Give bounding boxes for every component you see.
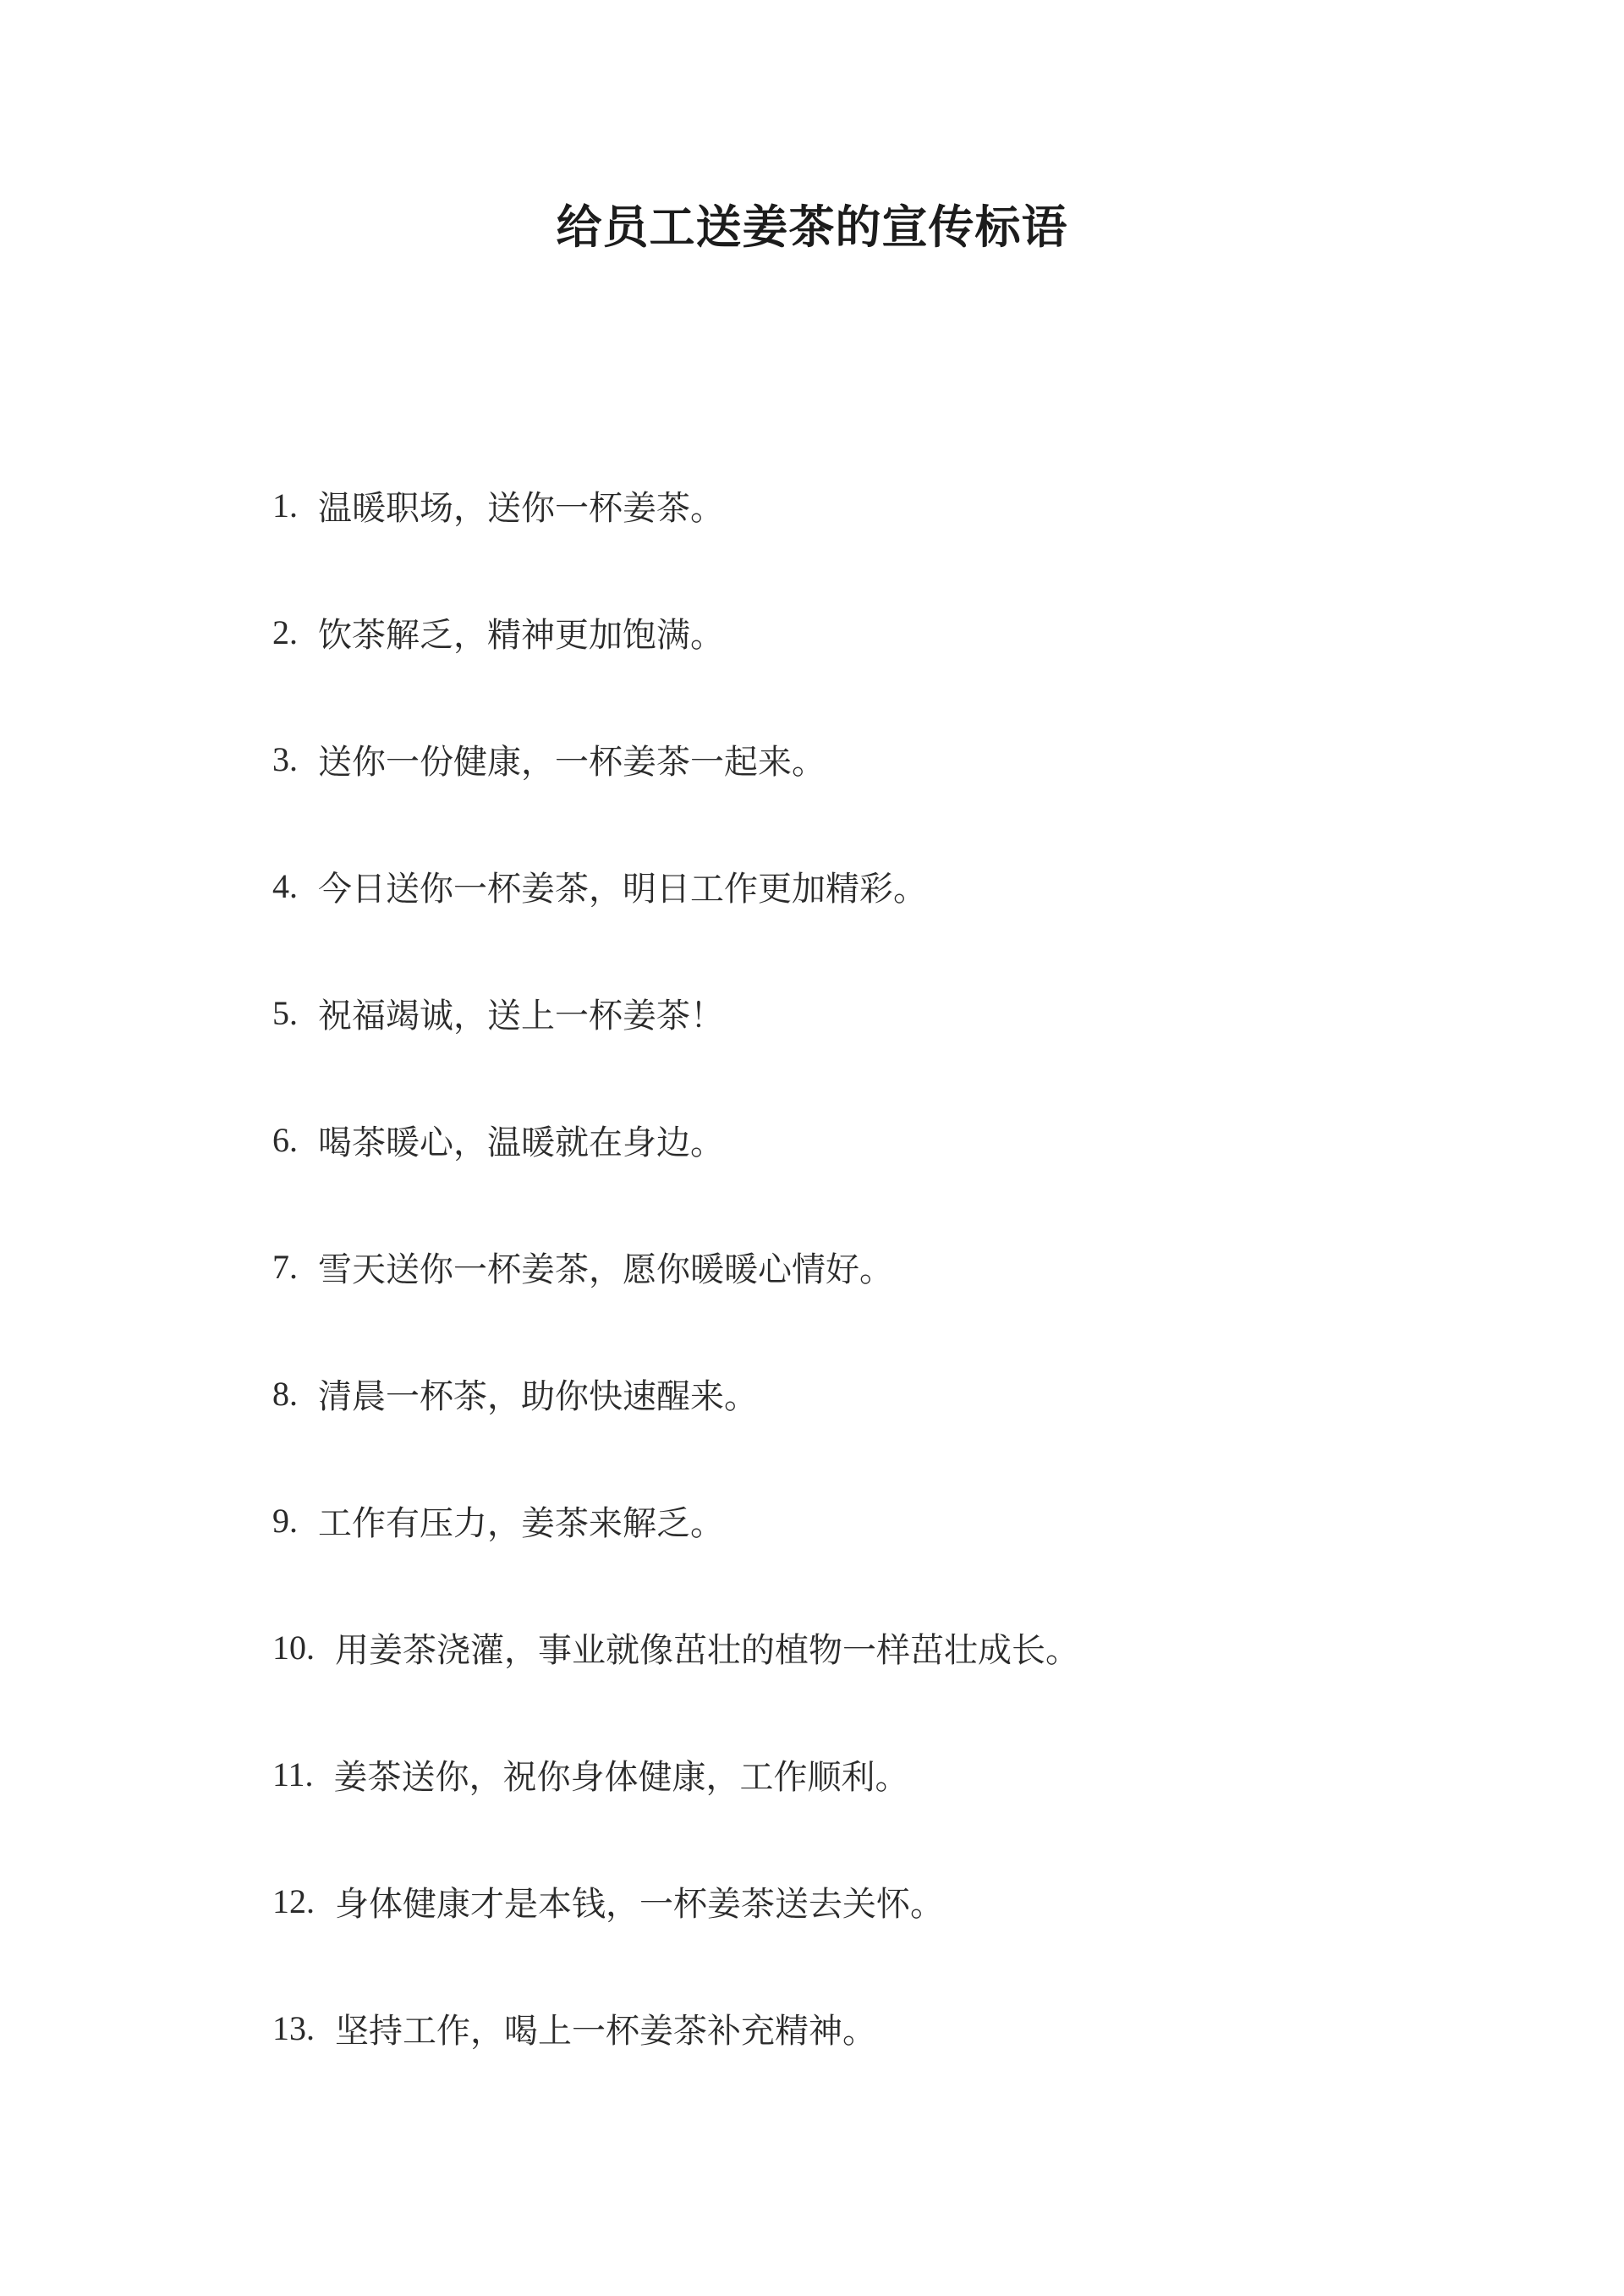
item-text: 雪天送你一杯姜茶，愿你暖暖心情好。 [318,1250,893,1289]
list-item [272,442,1079,569]
item-text: 今日送你一杯姜茶，明日工作更加精彩。 [318,869,927,909]
list-item [272,569,1079,695]
list-item [272,1711,1079,1837]
item-text: 姜茶送你，祝你身体健康，工作顺利。 [333,1757,909,1797]
list-item [272,822,1079,949]
item-number: 10. [272,1628,315,1667]
list-item [272,1330,1079,1457]
item-text: 用姜茶浇灌，事业就像茁壮的植物一样茁壮成长。 [335,1630,1079,1670]
item-text: 饮茶解乏，精神更加饱满。 [318,615,724,655]
slogan-list [272,442,1079,2091]
item-number: 13. [272,2008,315,2047]
item-number: 12. [272,1881,315,1920]
list-item [272,1964,1079,2091]
item-text: 送你一份健康，一杯姜茶一起来。 [318,742,826,782]
item-number: 3. [272,739,298,778]
list-item [272,1457,1079,1584]
item-text: 温暖职场，送你一杯姜茶。 [318,488,724,528]
page-title: 给员工送姜茶的宣传标语 [556,200,1068,254]
list-item [272,1203,1079,1330]
list-item [272,695,1079,822]
item-text: 喝茶暖心，温暖就在身边。 [318,1123,724,1162]
item-number: 9. [272,1501,298,1540]
list-item [272,1584,1079,1711]
list-item [272,1837,1079,1964]
item-number: 7. [272,1247,298,1286]
list-item [272,1076,1079,1203]
item-text: 身体健康才是本钱，一杯姜茶送去关怀。 [335,1884,944,1924]
item-number: 4. [272,866,298,905]
item-number: 2. [272,612,298,651]
item-number: 11. [272,1755,314,1793]
item-text: 工作有压力，姜茶来解乏。 [318,1503,724,1543]
item-text: 坚持工作，喝上一杯姜茶补充精神。 [335,2011,876,2051]
item-number: 6. [272,1120,298,1159]
item-text: 清晨一杯茶，助你快速醒来。 [318,1376,758,1416]
list-item [272,949,1079,1076]
item-number: 5. [272,993,298,1032]
item-text: 祝福竭诚，送上一杯姜茶！ [318,996,724,1035]
item-number: 1. [272,486,298,525]
item-number: 8. [272,1374,298,1413]
